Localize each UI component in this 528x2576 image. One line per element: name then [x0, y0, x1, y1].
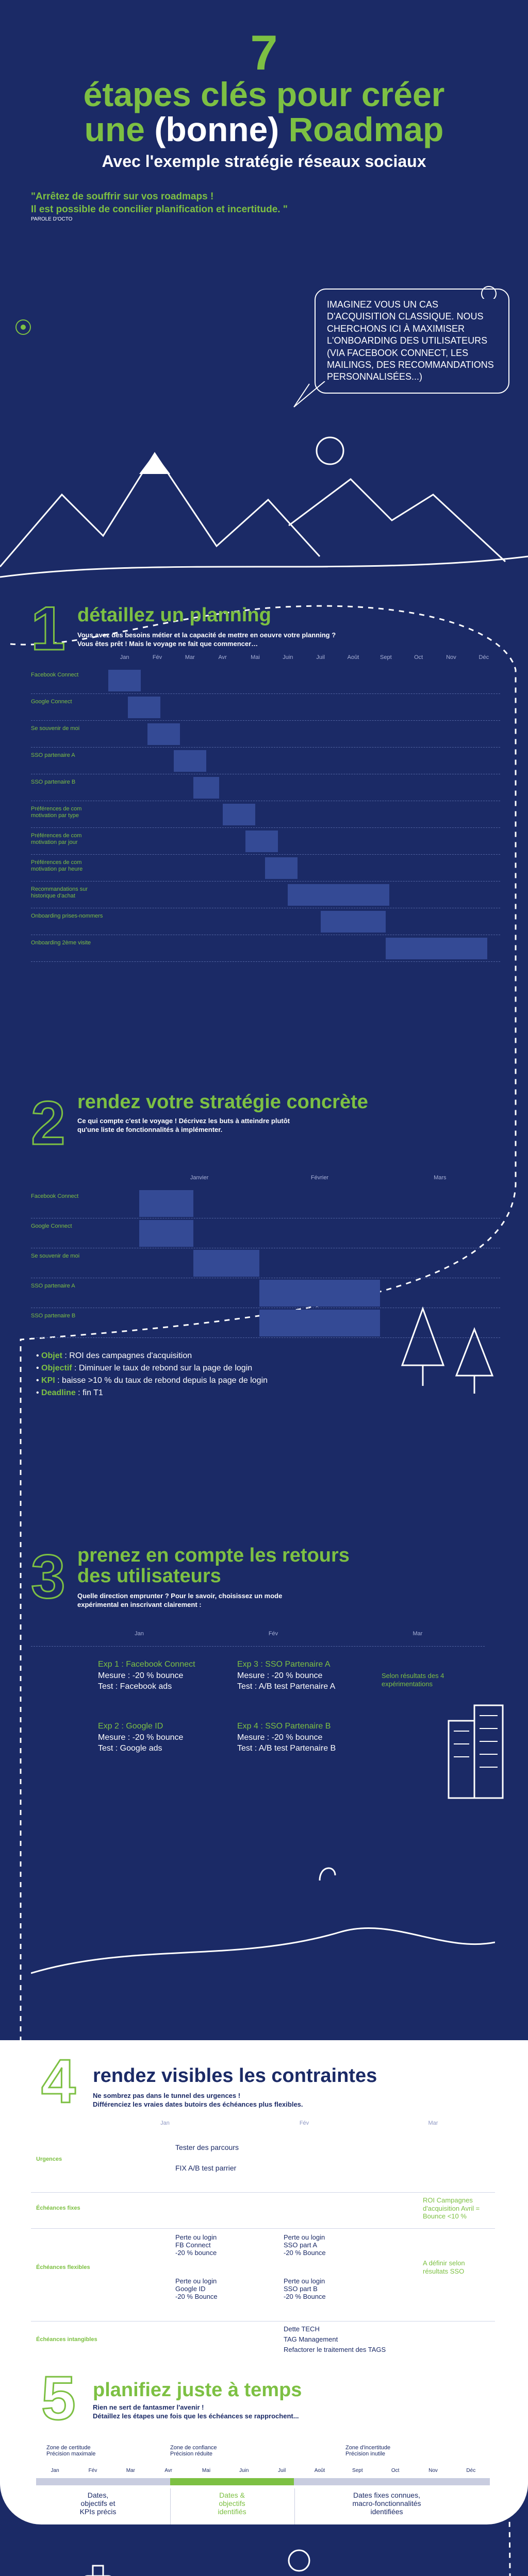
step-4-flex-3: Perte ou login Google ID -20 % Bounce [175, 2277, 218, 2300]
step-4-row-fixes [31, 2192, 495, 2229]
step-1-month-label: Jan [120, 654, 129, 660]
step-4-label-fixes: Échéances fixes [36, 2205, 80, 2211]
step-1-month-label: Oct [414, 654, 423, 660]
step-1-row-label: Onboarding 2ème visite [31, 940, 91, 946]
step-1-number: 1 [31, 594, 65, 663]
step-3-exp-2 [98, 1721, 232, 1754]
step-3-exp-4-title: Exp 4 : SSO Partenaire B [237, 1722, 331, 1731]
step-2-bullet-1: • Objet : ROI des campagnes d'acquisition [36, 1351, 192, 1360]
step-3-exp-1-test: Test : Facebook ads [98, 1682, 172, 1691]
step-3-exp-2-measure: Mesure : -20 % bounce [98, 1733, 184, 1742]
quote-author: PAROLE D'OCTO [31, 216, 73, 223]
step-3-month-1: Jan [135, 1631, 144, 1637]
step-3-exp-3-title: Exp 3 : SSO Partenaire A [237, 1660, 331, 1669]
step-1-month-label: Sept [380, 654, 392, 660]
step-2-row-bar [259, 1310, 380, 1336]
step-4-intangible-2: TAG Management [284, 2335, 338, 2343]
step-1-months [108, 654, 500, 665]
step-1-row-bar [265, 857, 298, 879]
step-2-bullet-1-value: : ROI des campagnes d'acquisition [62, 1351, 192, 1360]
step-1-row-label: Google Connect [31, 699, 72, 705]
step-2-row-label: Google Connect [31, 1223, 72, 1229]
step-1-row-label: Préférences de com motivation par heure [31, 859, 83, 873]
step-2-row-label: Facebook Connect [31, 1193, 79, 1199]
step-2-bullet-1-key: Objet [41, 1351, 62, 1360]
step-3-exp-1 [98, 1659, 232, 1692]
step-3-desc [77, 1592, 438, 1609]
step-2-bullet-4: • Deadline : fin T1 [36, 1388, 103, 1397]
step-3-exp-3 [237, 1659, 382, 1692]
step-3-month-3: Mar [412, 1631, 423, 1637]
step-3-note: Selon résultats des 4 expérimentations [382, 1672, 444, 1688]
mountain-landscape-icon [0, 422, 528, 608]
step-4-desc-line-2: Différenciez les vraies dates butoirs des échéances plus flexibles. [93, 2100, 303, 2108]
title-line-2 [0, 112, 528, 146]
step-4-month-2: Fév [299, 2120, 309, 2126]
step-2-desc-line-2: qu'une liste de fonctionnalités à implémenter. [77, 1125, 223, 1133]
bubble-tail-icon [289, 381, 330, 412]
step-3-title-line-2: des utilisateurs [77, 1565, 221, 1587]
step-2-bullet-4-key: Deadline [41, 1388, 76, 1397]
step-5-month-label: Nov [428, 2468, 438, 2473]
step-5-month-label: Oct [391, 2468, 400, 2473]
step-1-row-bar [193, 777, 220, 799]
step-5-months [36, 2468, 490, 2476]
step-3-exp-2-title: Exp 2 : Google ID [98, 1722, 163, 1731]
step-4-row-flexibles [31, 2228, 495, 2321]
swirl-icon [13, 317, 34, 337]
step-1-row-bar [174, 750, 206, 772]
step-4-fixed-deadline: ROI Campagnes d'acquisition Avril = Bounce <10 % [423, 2196, 480, 2221]
step-4-intangible-1: Dette TECH [284, 2325, 320, 2333]
step-4-row-intangibles [31, 2321, 495, 2367]
trees-icon [392, 1298, 505, 1401]
step-2-row-label: Se souvenir de moi [31, 1253, 80, 1259]
step-1-row-label: SSO partenaire B [31, 779, 76, 785]
step-1-month-label: Fév [152, 654, 162, 660]
step-5-month-label: Mar [126, 2468, 135, 2473]
buildings-icon [443, 1700, 510, 1803]
step-1-row-label: Onboarding prises-nommers [31, 913, 103, 919]
step-1-row-line [31, 720, 500, 721]
step-1-desc [77, 631, 438, 649]
step-1-row-label: Facebook Connect [31, 672, 79, 678]
quote-line-2: Il est possible de concilier planification et incertitude. " [31, 204, 288, 215]
step-1-row-bar [386, 938, 487, 959]
step-4-label-urgences: Urgences [36, 2156, 62, 2162]
step-5-desc-line-2: Détaillez les étapes une fois que les échéances se rapprochent... [93, 2412, 299, 2420]
step-3-desc-line-1: Quelle direction emprunter ? Pour le savoir, choisissez un mode [77, 1592, 283, 1600]
quote-line-1: "Arrêtez de souffrir sur vos roadmaps ! [31, 191, 214, 202]
step-2-month-label: Mars [434, 1175, 447, 1181]
step-2-row-label: SSO partenaire B [31, 1313, 76, 1319]
step-1-row-bar [108, 670, 141, 691]
step-1-row-line [31, 693, 500, 694]
step-4-flex-1: Perte ou login FB Connect -20 % bounce [175, 2233, 217, 2257]
step-2-row-bar [139, 1190, 193, 1217]
title-number: 7 [250, 25, 278, 80]
step-1-row-bar [223, 804, 255, 825]
step-4-desc [93, 2092, 454, 2109]
step-2-bullet-2-value: : Diminuer le taux de rebond sur la page de login [72, 1364, 253, 1372]
step-1-desc-line-1: Vous avez des besoins métier et la capacité de mettre en oeuvre votre planning ? [77, 631, 336, 639]
step-1-month-label: Nov [446, 654, 456, 660]
title-paren-open: ( [154, 110, 166, 148]
step-2-bullet-3: • KPI : baisse >10 % du taux de rebond depuis la page de login [36, 1376, 268, 1385]
step-3-month-2: Fév [268, 1631, 278, 1637]
step-2-bullets [36, 1350, 397, 1399]
title-une: une [84, 110, 145, 148]
step-1-planning-chart [31, 654, 500, 974]
step-5-box-1: Dates, objectifs et KPIs précis [79, 2491, 117, 2516]
step-5-box-3: Dates fixes connues, macro-fonctionnalités identifiées [352, 2491, 421, 2516]
step-5-zone-3: Zone d'incertitude Précision inutile [345, 2445, 391, 2457]
step-3-number: 3 [31, 1542, 65, 1611]
step-1-title: détaillez un planning [77, 604, 271, 626]
step-1-month-label: Mai [251, 654, 260, 660]
step-5-zone-1: Zone de certitude Précision maximale [46, 2445, 96, 2457]
step-2-bullet-2: • Objectif : Diminuer le taux de rebond sur la page de login [36, 1364, 253, 1372]
step-2-desc [77, 1117, 438, 1134]
step-1-month-label: Juin [283, 654, 293, 660]
step-2-row-bar [259, 1280, 380, 1307]
step-2-desc-line-1: Ce qui compte c'est le voyage ! Décrivez les buts à atteindre plutôt [77, 1117, 290, 1125]
title-roadmap: Roadmap [288, 110, 444, 148]
step-1-row-bar [288, 884, 389, 906]
step-1-rows [31, 668, 500, 967]
step-5-month-label: Fév [88, 2468, 97, 2473]
step-5-month-label: Juil [278, 2468, 286, 2473]
step-5-month-label: Déc [466, 2468, 476, 2473]
step-2-bullet-3-key: KPI [41, 1376, 55, 1385]
step-5-zone-2: Zone de confiance Précision réduite [170, 2445, 217, 2457]
step-1-row-line [31, 881, 500, 882]
step-5-timeline-highlight [170, 2478, 294, 2485]
step-4-flex-2: Perte ou login SSO part A -20 % Bounce [284, 2233, 326, 2257]
step-1-row-line [31, 827, 500, 828]
step-3-exp-3-measure: Mesure : -20 % bounce [237, 1671, 323, 1680]
step-1-row-label: Préférences de com motivation par jour [31, 833, 82, 846]
step-4-urgence-2: FIX A/B test parrier [175, 2164, 237, 2172]
step-3-exp-1-title: Exp 1 : Facebook Connect [98, 1660, 195, 1669]
step-3-title-line-1: prenez en compte les retours [77, 1545, 350, 1566]
step-1-month-label: Déc [478, 654, 489, 660]
step-5-title: planifiez juste à temps [93, 2379, 302, 2401]
step-5-month-label: Jan [51, 2468, 59, 2473]
title-bonne: bonne [166, 110, 268, 148]
step-5-month-label: Avr [164, 2468, 173, 2473]
step-4-label-flexibles: Échéances flexibles [36, 2264, 90, 2270]
step-3-divider [31, 1646, 485, 1647]
step-5-month-label: Mai [202, 2468, 211, 2473]
step-1-month-label: Mar [185, 654, 195, 660]
step-3-exp-2-test: Test : Google ads [98, 1744, 162, 1753]
step-2-bullet-2-key: Objectif [41, 1364, 72, 1372]
city-hills-icon [31, 1819, 495, 1994]
step-3-exp-4-test: Test : A/B test Partenaire B [237, 1744, 336, 1753]
step-3-exp-3-test: Test : A/B test Partenaire A [237, 1682, 336, 1691]
step-2-months [139, 1175, 500, 1185]
step-1-row-bar [147, 723, 180, 745]
step-1-row-label: SSO partenaire A [31, 752, 75, 758]
step-3-title [77, 1546, 350, 1587]
step-2-month-label: Janvier [190, 1175, 209, 1181]
step-3-exp-4-measure: Mesure : -20 % bounce [237, 1733, 323, 1742]
step-4-flex-note: A définir selon résultats SSO [423, 2259, 465, 2275]
step-5-timeline-bar [36, 2478, 490, 2485]
step-4-label-intangibles: Échéances intangibles [36, 2336, 97, 2343]
step-1-month-label: Avr [218, 654, 227, 660]
step-5-desc-line-1: Rien ne sert de fantasmer l'avenir ! [93, 2403, 204, 2411]
step-2-bullet-4-value: : fin T1 [75, 1388, 103, 1397]
step-5-desc [93, 2403, 454, 2421]
step-1-month-label: Juil [316, 654, 325, 660]
step-1-row-bar [321, 911, 386, 933]
step-3-exp-4 [237, 1721, 382, 1754]
sun-icon [473, 278, 504, 299]
step-4-number: 4 [41, 2047, 76, 2116]
step-1-row-bar [245, 831, 278, 852]
step-5-number: 5 [41, 2364, 76, 2433]
step-4-title: rendez visibles les contraintes [93, 2065, 377, 2087]
quote [31, 191, 320, 223]
step-3-desc-line-2: expérimental en inscrivant clairement : [77, 1600, 202, 1608]
step-2-bullet-3-value: : baisse >10 % du taux de rebond depuis la page de login [55, 1376, 268, 1385]
step-4-month-1: Jan [160, 2120, 170, 2126]
step-1-month-label: Août [347, 654, 359, 660]
step-1-row-line [31, 961, 500, 962]
travel-icons [31, 2540, 495, 2576]
step-2-title: rendez votre stratégie concrète [77, 1091, 368, 1113]
step-3-exp-1-measure: Mesure : -20 % bounce [98, 1671, 184, 1680]
step-5-box-2: Dates & objectifs identifiés [218, 2491, 246, 2516]
step-2-row-bar [193, 1250, 259, 1277]
step-4-urgence-1: Tester des parcours [175, 2143, 239, 2151]
title-paren-close: ) [268, 110, 279, 148]
step-4-desc-line-1: Ne sombrez pas dans le tunnel des urgences ! [93, 2092, 241, 2099]
step-1-row-label: Préférences de com motivation par type [31, 806, 82, 819]
step-5-month-label: Sept [352, 2468, 363, 2473]
step-1-row-label: Recommandations sur historique d'achat [31, 886, 88, 900]
step-2-row-label: SSO partenaire A [31, 1283, 75, 1289]
speech-bubble: IMAGINEZ VOUS UN CAS D'ACQUISITION CLASSIQUE. NOUS CHERCHONS ICI À MAXIMISER L'ONBOARDING DES UTILISATEURS (VIA FACEBOOK CONNECT, LES MAILINGS, DES RECOMMANDATIONS PERSONNALISÉES...) [315, 289, 509, 394]
step-2-number: 2 [31, 1089, 65, 1158]
step-1-row-line [31, 854, 500, 855]
title-line-1: étapes clés pour créer [83, 75, 445, 113]
step-4-flex-4: Perte ou login SSO part B -20 % Bounce [284, 2277, 326, 2300]
step-2-month-label: Février [310, 1175, 329, 1181]
step-5-zones [36, 2445, 490, 2465]
step-1-desc-line-2: Vous êtes prêt ! Mais le voyage ne fait que commencer… [77, 639, 258, 648]
step-1-row-label: Se souvenir de moi [31, 725, 80, 732]
step-4-table [31, 2133, 495, 2370]
step-4-row-urgences [31, 2133, 495, 2193]
step-4-month-3: Mar [428, 2120, 438, 2126]
step-2-row-bar [139, 1220, 193, 1247]
step-4-intangible-3: Refactorer le traitement des TAGS [284, 2346, 386, 2353]
step-1-row-bar [128, 697, 160, 718]
step-5-month-label: Juin [239, 2468, 249, 2473]
step-1-row-line [31, 747, 500, 748]
subtitle: Avec l'exemple stratégie réseaux sociaux [102, 152, 426, 171]
step-5-month-label: Août [314, 2468, 325, 2473]
